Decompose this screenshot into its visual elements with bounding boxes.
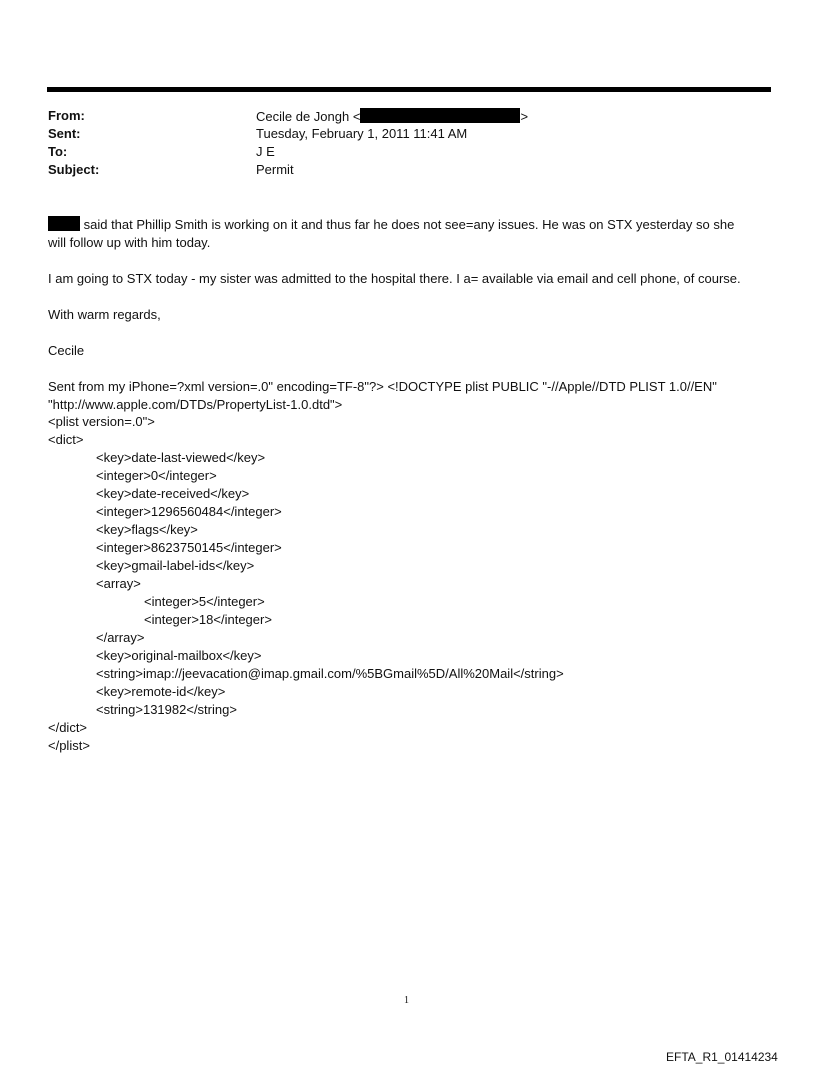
from-name: Cecile de Jongh < <box>256 109 361 124</box>
plist-line: <dict> <box>48 432 84 447</box>
plist-line: <key>original-mailbox</key> <box>96 648 262 663</box>
body-paragraph-1 <box>48 216 788 252</box>
redaction-box <box>360 108 520 123</box>
signature: Cecile <box>48 343 85 358</box>
plist-line: <string>imap://jeevacation@imap.gmail.com/%5BGmail%5D/All%20Mail</string> <box>96 666 564 681</box>
redaction-box <box>48 216 80 231</box>
from-close: > <box>520 109 529 124</box>
plist-line: <integer>0</integer> <box>96 468 217 483</box>
sent-label: Sent: <box>48 126 81 141</box>
plist-line: <string>131982</string> <box>96 702 237 717</box>
plist-line: <key>remote-id</key> <box>96 684 226 699</box>
para1-line2: will follow up with him today. <box>48 235 211 250</box>
to-value: J E <box>256 144 275 159</box>
plist-line: </array> <box>96 630 145 645</box>
from-value <box>256 108 528 124</box>
plist-line: </plist> <box>48 738 90 753</box>
subject-label: Subject: <box>48 162 100 177</box>
plist-line: <integer>1296560484</integer> <box>96 504 282 519</box>
sent-from-line-2: "http://www.apple.com/DTDs/PropertyList-1.0.dtd"> <box>48 397 343 412</box>
header-rule <box>47 87 771 92</box>
para1-text: said that Phillip Smith is working on it and thus far he does not see=any issues. He was on STX yesterday so she <box>80 217 735 232</box>
plist-line: <integer>8623750145</integer> <box>96 540 282 555</box>
sent-from-line <box>48 378 788 414</box>
plist-line: <integer>5</integer> <box>144 594 265 609</box>
plist-line: <key>date-last-viewed</key> <box>96 450 266 465</box>
to-label: To: <box>48 144 68 159</box>
plist-line: <key>date-received</key> <box>96 486 250 501</box>
from-label: From: <box>48 108 85 123</box>
plist-line: </dict> <box>48 720 88 735</box>
plist-line: <integer>18</integer> <box>144 612 272 627</box>
body-paragraph-2: I am going to STX today - my sister was admitted to the hospital there. I a= available via email and cell phone, of course. <box>48 271 741 286</box>
plist-line: <plist version=.0"> <box>48 414 155 429</box>
page-number: 1 <box>404 995 409 1006</box>
plist-line: <array> <box>96 576 141 591</box>
document-id: EFTA_R1_01414234 <box>666 1050 778 1064</box>
closing: With warm regards, <box>48 307 161 322</box>
plist-line: <key>flags</key> <box>96 522 198 537</box>
sent-value: Tuesday, February 1, 2011 11:41 AM <box>256 126 468 141</box>
subject-value: Permit <box>256 162 294 177</box>
plist-line: <key>gmail-label-ids</key> <box>96 558 255 573</box>
sent-from-line-1: Sent from my iPhone=?xml version=.0" encoding=TF-8"?> <!DOCTYPE plist PUBLIC "-//Apple//DTD PLIST 1.0//EN" <box>48 379 717 394</box>
